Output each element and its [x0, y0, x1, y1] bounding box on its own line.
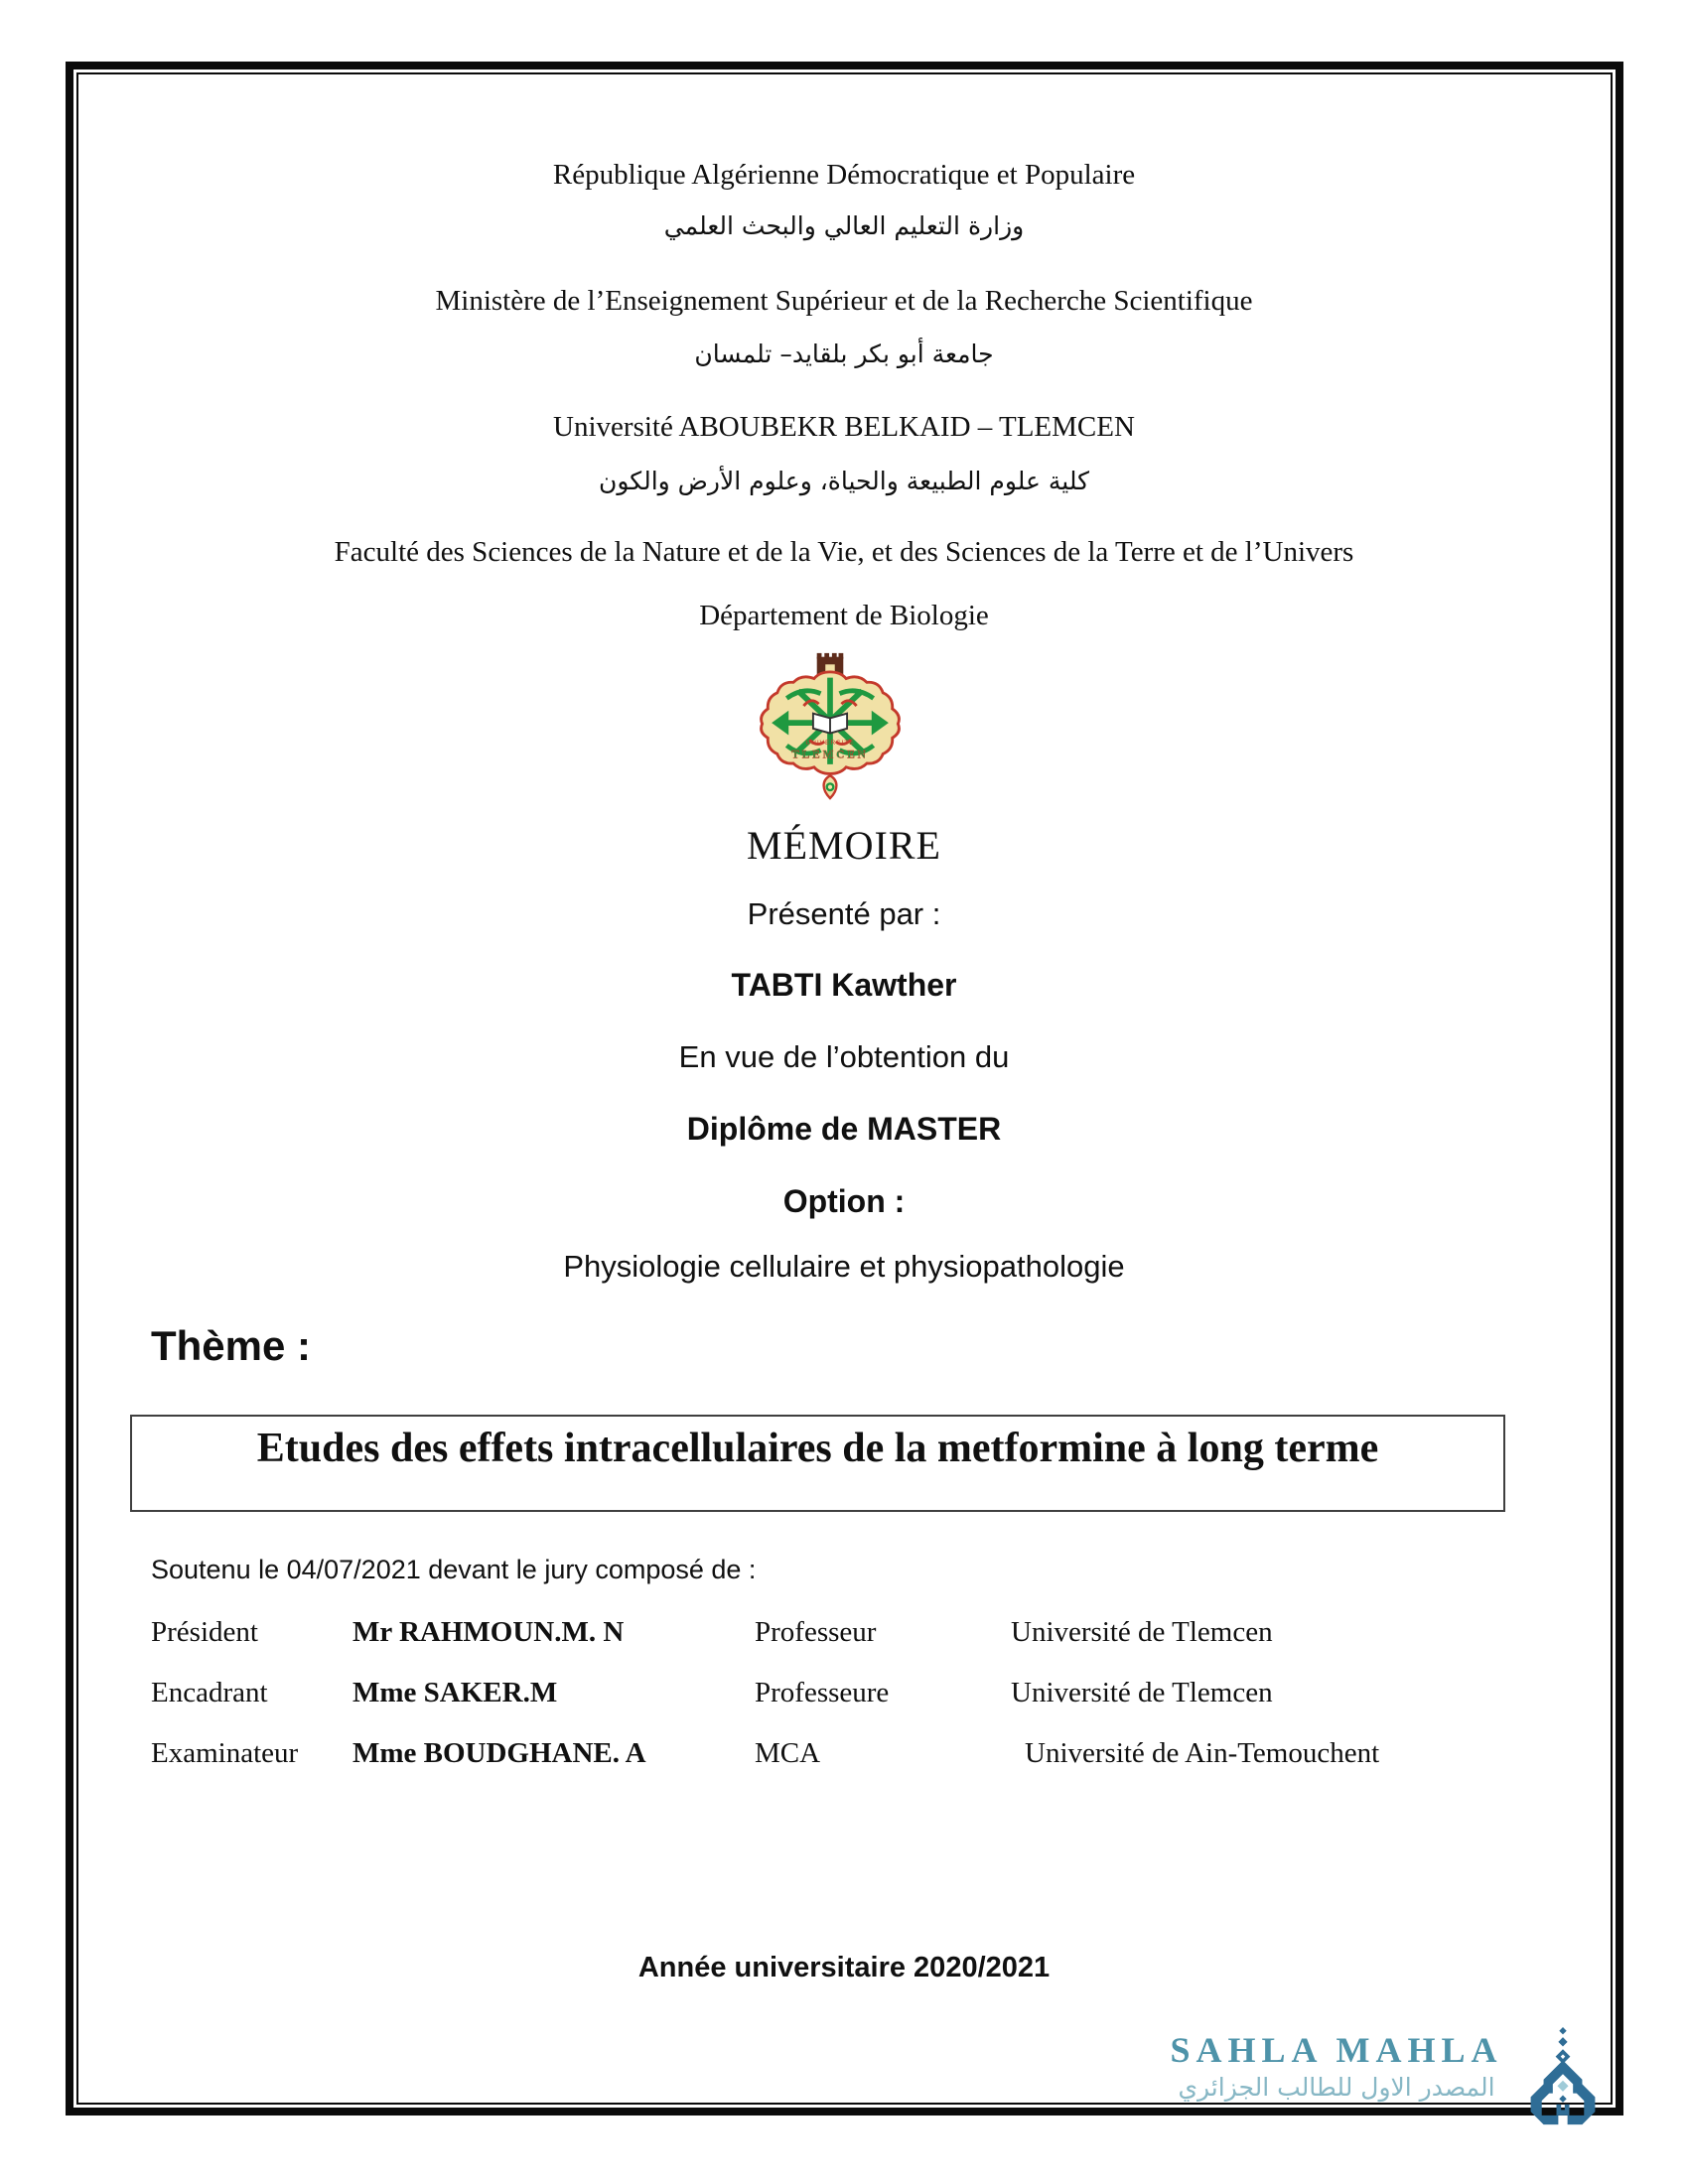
seal-caption-universite: UNIVERSITÉ: [805, 739, 855, 747]
defense-intro: Soutenu le 04/07/2021 devant le jury composé de :: [151, 1555, 757, 1584]
jury-affiliation: Université de Tlemcen: [1011, 1616, 1273, 1648]
sahla-mahla-wordmark: SAHLA MAHLA: [1170, 2030, 1503, 2070]
doc-type-title: MÉMOIRE: [747, 823, 941, 868]
seal-caption-tlemcen: TLEMCEN: [791, 749, 869, 761]
jury-affiliation: Université de Tlemcen: [1011, 1677, 1273, 1708]
jury-role: Examinateur: [151, 1737, 299, 1769]
option-label: Option :: [782, 1183, 906, 1219]
sahla-mahla-tagline: المصدر الاول للطالب الجزائري: [1178, 2073, 1495, 2102]
ministry-arabic-line: وزارة التعليم العالي والبحث العلمي: [663, 211, 1025, 240]
sahla-mahla-emblem-icon: [1519, 2027, 1607, 2126]
university-line: Université ABOUBEKR BELKAID – TLEMCEN: [553, 411, 1135, 443]
purpose-line: En vue de l’obtention du: [678, 1039, 1010, 1074]
ministry-line: Ministère de l’Enseignement Supérieur et de la Recherche Scientifique: [435, 285, 1253, 317]
thesis-title-box: [130, 1415, 1505, 1512]
university-arabic-line: جامعة أبو بكر بلقايد– تلمسان: [694, 340, 994, 368]
presented-by-label: Présenté par :: [747, 896, 941, 931]
jury-role: Encadrant: [151, 1677, 268, 1708]
faculty-arabic-line: كلية علوم الطبيعة والحياة، وعلوم الأرض والكون: [599, 467, 1089, 495]
thesis-title: Etudes des effets intracellulaires de la metformine à long terme: [256, 1426, 1379, 1471]
page-border-frame: [66, 62, 1623, 2116]
jury-name: Mme SAKER.M: [352, 1677, 558, 1708]
academic-year: Année universitaire 2020/2021: [637, 1952, 1051, 1983]
jury-name: Mme BOUDGHANE. A: [352, 1737, 646, 1769]
page-border-inner-rule: [76, 72, 1613, 2105]
jury-name: Mr RAHMOUN.M. N: [352, 1616, 625, 1648]
jury-grade: Professeur: [755, 1616, 877, 1648]
jury-grade: MCA: [755, 1737, 821, 1769]
university-tlemcen-seal-icon: [755, 651, 906, 800]
diploma-line: Diplôme de MASTER: [686, 1111, 1002, 1147]
seal-finial: [824, 775, 837, 798]
republic-line: République Algérienne Démocratique et Populaire: [552, 159, 1136, 191]
jury-affiliation: Université de Ain-Temouchent: [1025, 1737, 1380, 1769]
faculty-line: Faculté des Sciences de la Nature et de la Vie, et des Sciences de la Terre et de l’Univers: [334, 536, 1354, 568]
option-value: Physiologie cellulaire et physiopathologie: [563, 1249, 1125, 1284]
author-name: TABTI Kawther: [731, 967, 957, 1003]
department-line: Département de Biologie: [699, 600, 989, 631]
jury-role: Président: [151, 1616, 258, 1648]
theme-label: Thème :: [151, 1322, 312, 1369]
jury-table: [151, 1616, 1541, 1798]
jury-grade: Professeure: [755, 1677, 890, 1708]
